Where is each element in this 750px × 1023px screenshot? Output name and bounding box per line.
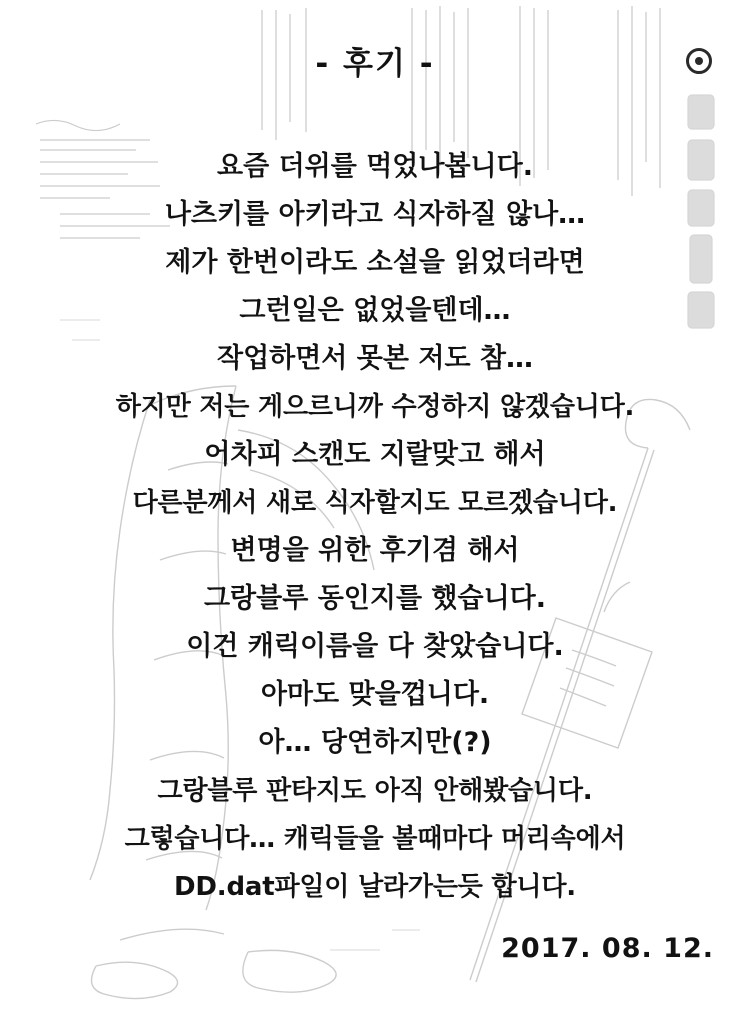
afterword-line: 그랑블루 판타지도 아직 안해봤습니다. [157,776,593,806]
afterword-line: 하지만 저는 게으르니까 수정하지 않겠습니다. [115,392,635,422]
afterword-lines [18,143,732,911]
afterword-line: 그렇습니다… 캐릭들을 볼때마다 머리속에서 [124,824,626,854]
afterword-line: 변명을 위한 후기겸 해서 [230,535,520,566]
afterword-line: 요즘 더위를 먹었나봅니다. [217,151,533,182]
afterword-line: 그런일은 없었을텐데… [239,295,511,326]
afterword-line: DD.dat파일이 날라가는듯 합니다. [174,872,576,902]
page-title: - 후기 - [315,46,435,82]
afterword-line: 이건 캐릭이름을 다 찾았습니다. [186,631,564,662]
afterword-line: 다른분께서 새로 식자할지도 모르겠습니다. [132,488,618,518]
afterword-line: 아마도 맞을껍니다. [260,679,490,710]
afterword-line: 어차피 스캔도 지랄맞고 해서 [204,439,546,470]
afterword-line: 그랑블루 동인지를 했습니다. [203,583,547,614]
afterword-line: 나츠키를 아키라고 식자하질 않나… [164,199,586,230]
afterword-line: 아… 당연하지만(?) [258,727,492,758]
afterword-line: 작업하면서 못본 저도 참… [216,343,534,374]
afterword-line: 제가 한번이라도 소설을 읽었더라면 [165,247,585,278]
afterword-date: 2017. 08. 12. [501,933,714,964]
